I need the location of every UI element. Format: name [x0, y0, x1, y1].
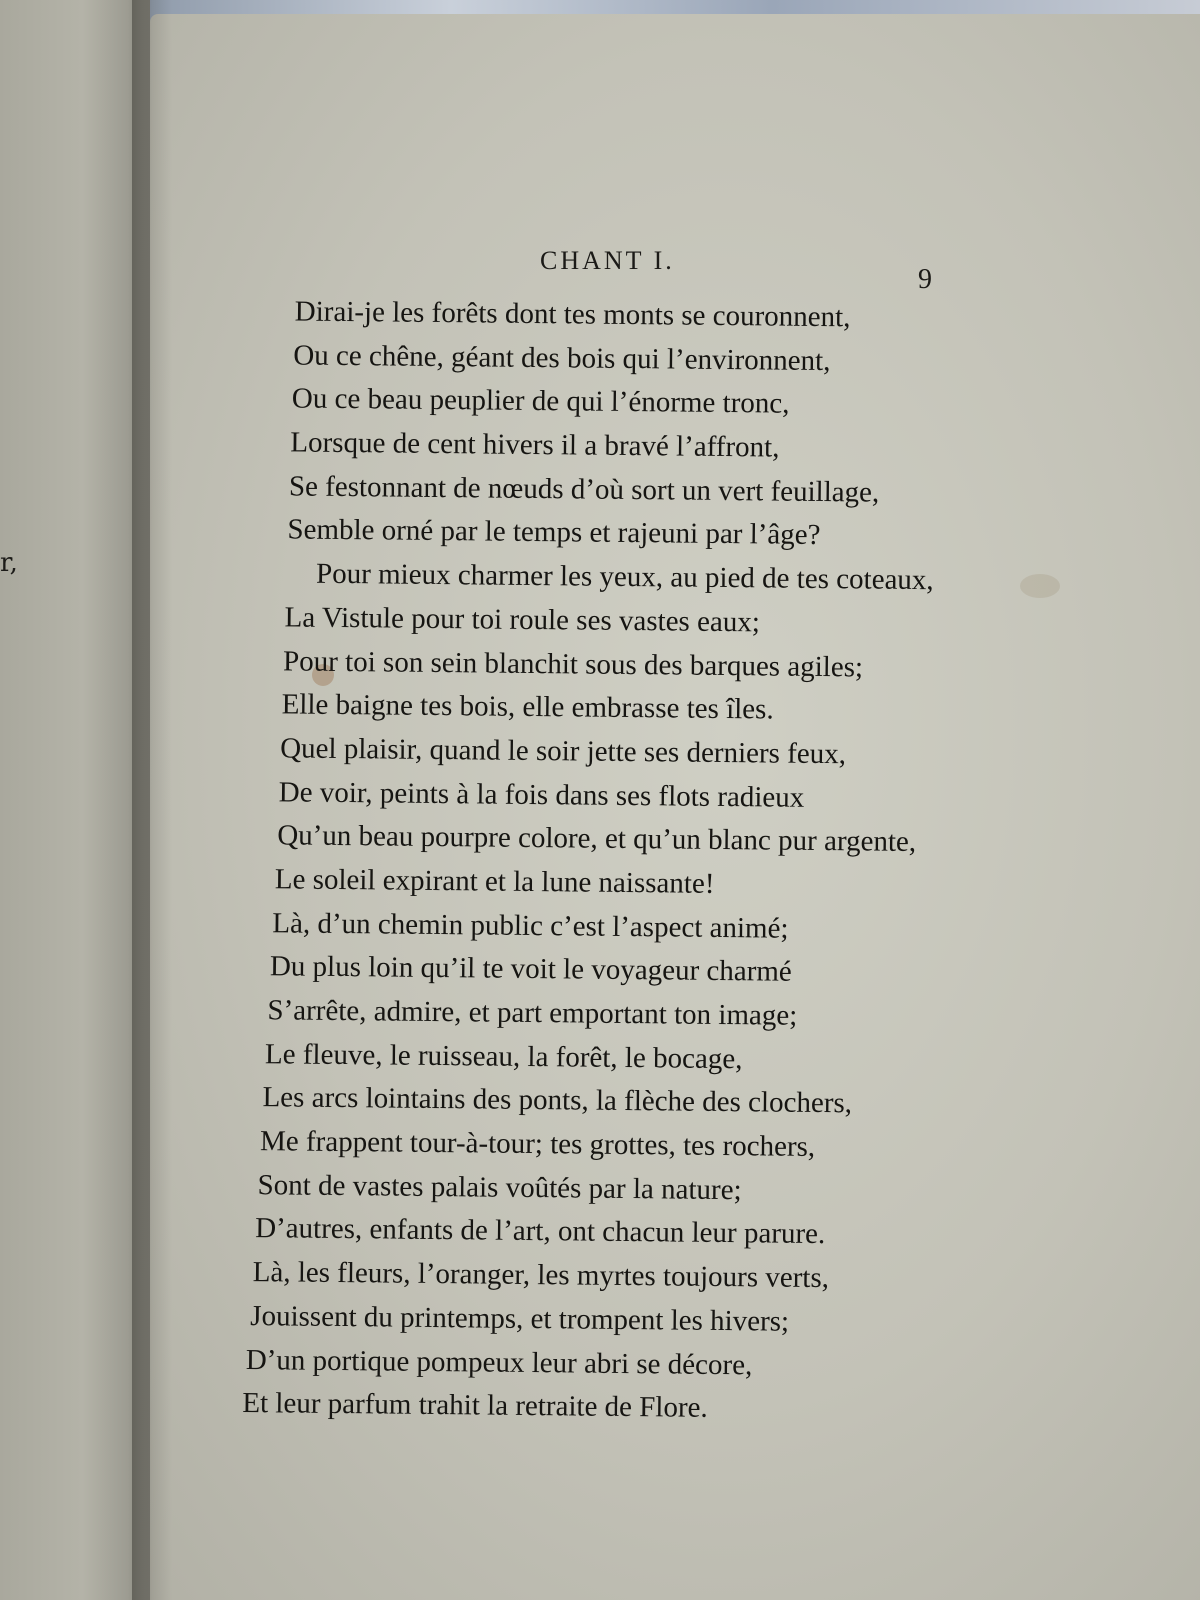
verse-line: Sont de vastes palais voûtés par la nature;: [257, 1168, 742, 1206]
left-page-fragment: r,: [0, 548, 18, 578]
verse-line: D’un portique pompeux leur abri se décore,: [245, 1343, 753, 1381]
running-head: CHANT I.: [540, 246, 675, 275]
poem-text: [238, 290, 1180, 1436]
verse-line: Ou ce chêne, géant des bois qui l’environnent,: [293, 339, 831, 377]
verse-line: Du plus loin qu’il te voit le voyageur charmé: [269, 950, 792, 989]
verse-line: Qu’un beau pourpre colore, et qu’un blanc pur argente,: [277, 819, 917, 859]
verse-line: Quel plaisir, quand le soir jette ses derniers feux,: [280, 732, 847, 771]
verse-line: Là, d’un chemin public c’est l’aspect animé;: [272, 906, 789, 945]
verse-line: La Vistule pour toi roule ses vastes eaux;: [284, 601, 761, 639]
verse-line: De voir, peints à la fois dans ses flots radieux: [278, 775, 805, 814]
verse-line: Dirai-je les forêts dont tes monts se couronnent,: [294, 295, 851, 334]
verse-line: Jouissent du printemps, et trompent les hivers;: [250, 1299, 790, 1338]
verse-line: Là, les fleurs, l’oranger, les myrtes toujours verts,: [252, 1256, 830, 1295]
left-page: [0, 0, 150, 1600]
page-header: [150, 246, 1200, 295]
verse-line: Les arcs lointains des ponts, la flèche des clochers,: [262, 1081, 853, 1120]
verse-line: Elle baigne tes bois, elle embrasse tes îles.: [281, 688, 774, 726]
verse-line: Se festonnant de nœuds d’où sort un vert feuillage,: [288, 470, 880, 509]
verse-line: Me frappent tour-à-tour; tes grottes, tes rochers,: [259, 1125, 816, 1164]
verse-line: Pour toi son sein blanchit sous des barques agiles;: [282, 644, 864, 683]
verse-line: Le fleuve, le ruisseau, la forêt, le bocage,: [264, 1037, 743, 1075]
verse-line: Semble orné par le temps et rajeuni par l’âge?: [287, 513, 821, 552]
verse-line: Lorsque de cent hivers il a bravé l’affront,: [290, 426, 780, 464]
verse-line: Et leur parfum trahit la retraite de Flore.: [242, 1387, 708, 1425]
book-page: [150, 14, 1200, 1600]
verse-line: D’autres, enfants de l’art, ont chacun leur parure.: [255, 1212, 826, 1251]
verse-line: Ou ce beau peuplier de qui l’énorme tronc,: [291, 382, 790, 421]
verse-line: Pour mieux charmer les yeux, au pied de tes coteaux,: [315, 557, 934, 597]
verse-line: S’arrête, admire, et part emportant ton image;: [267, 994, 798, 1032]
page-number: 9: [918, 264, 932, 295]
book-gutter: [132, 0, 172, 1600]
verse-line: Le soleil expirant et la lune naissante!: [274, 863, 715, 900]
